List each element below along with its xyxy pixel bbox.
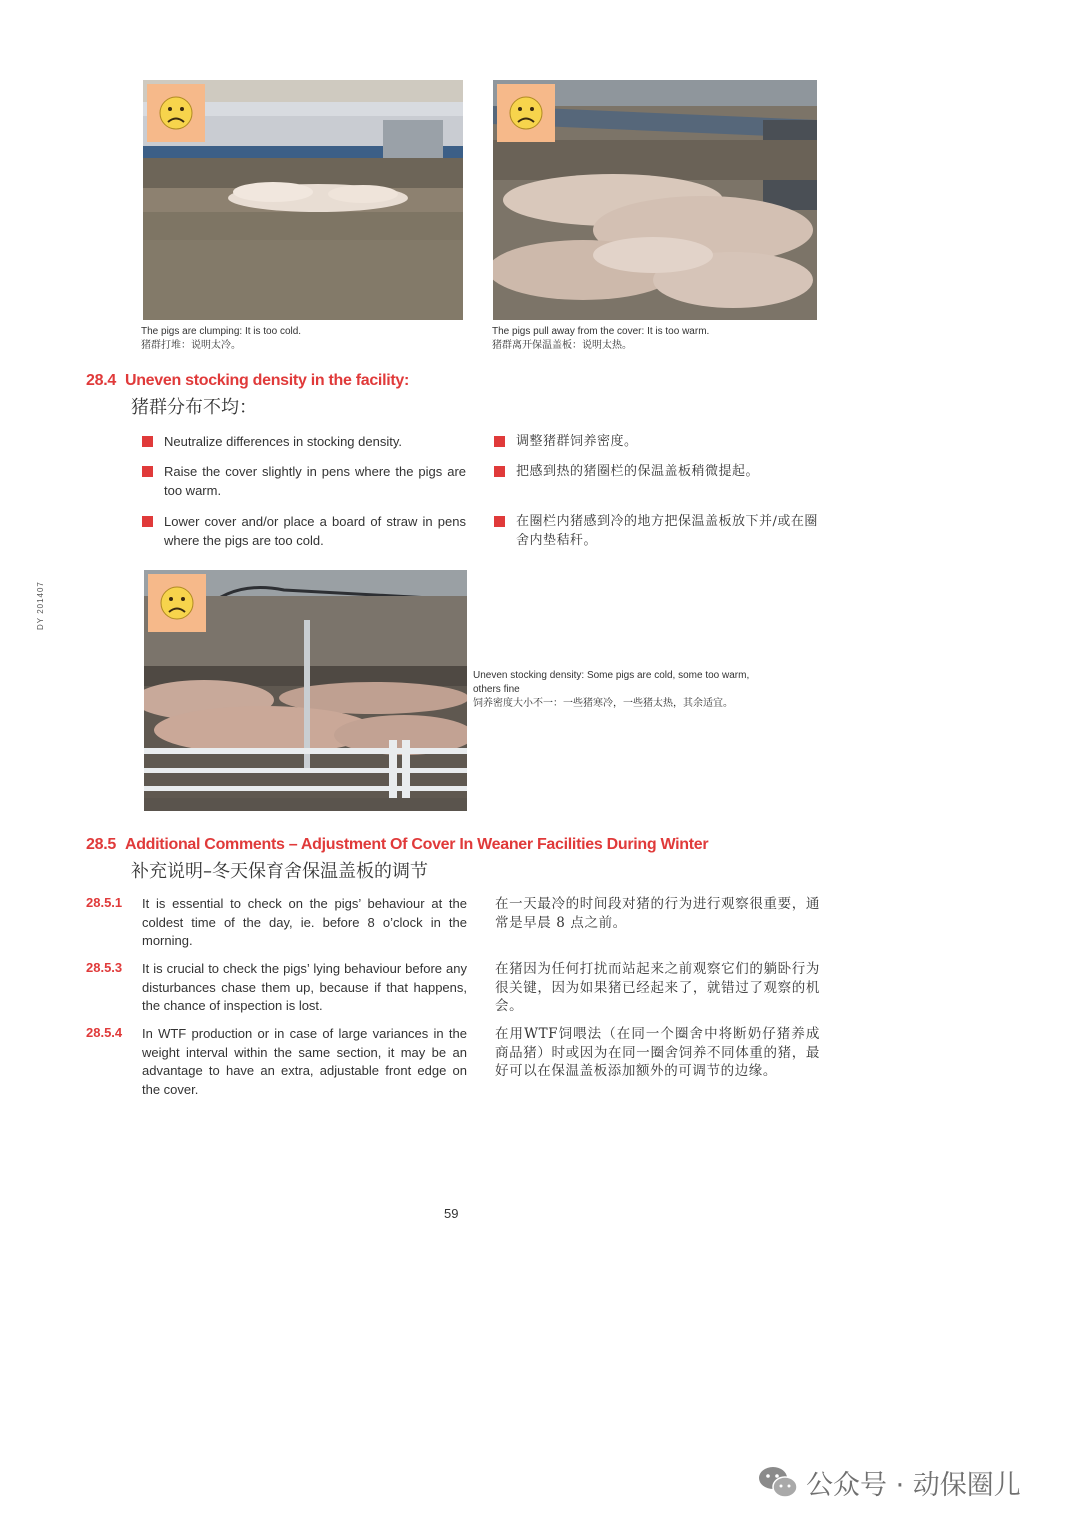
bullet-item: Neutralize differences in stocking density. xyxy=(140,432,466,451)
caption-zh: 猪群离开保温盖板：说明太热。 xyxy=(492,340,632,351)
section-subtitle: 猪群分布不均： xyxy=(131,397,257,418)
bullet-item: 把感到热的猪圈栏的保温盖板稍微提起。 xyxy=(492,462,822,481)
section-heading xyxy=(86,836,708,854)
caption-en: The pigs are clumping: It is too cold. xyxy=(141,326,302,337)
photo-uneven-density xyxy=(144,570,467,811)
watermark-text: 公众号 · 动保圈儿 xyxy=(806,1469,1021,1501)
sad-face-icon xyxy=(497,84,555,142)
photo-pigs-clumping xyxy=(143,80,463,320)
paragraph-en: In WTF production or in case of large variances in the weight interval within the same section, it may be an advantage to have an extra, adjustable front edge on the cover. xyxy=(142,1026,467,1097)
sad-face-icon xyxy=(148,574,206,632)
paragraph-number: 28.5.4 xyxy=(86,1025,123,1040)
paragraph-zh: 在一天最冷的时间段对猪的行为进行观察很重要，通常是早晨 8 点之前。 xyxy=(495,896,820,931)
page-number: 59 xyxy=(444,1206,459,1221)
bullet-item: 在圈栏内猪感到冷的地方把保温盖板放下并/或在圈舍内垫秸秆。 xyxy=(492,512,822,550)
photo-pigs-too-warm xyxy=(493,80,817,320)
section-subtitle: 补充说明–冬天保育舍保温盖板的调节 xyxy=(131,861,428,882)
paragraph-zh: 在用WTF饲喂法（在同一个圈舍中将断奶仔猪养成商品猪）时或因为在同一圈舍饲养不同体重的猪，最好可以在保温盖板添加额外的可调节的边缘。 xyxy=(495,1026,820,1079)
photo-caption xyxy=(473,669,749,711)
section-title: Additional Comments – Adjustment Of Cover In Weaner Facilities During Winter xyxy=(124,836,709,853)
caption-zh: 饲养密度大小不一：一些猪寒冷，一些猪太热，其余适宜。 xyxy=(473,698,733,709)
paragraph-en: It is essential to check on the pigs’ behaviour at the coldest time of the day, ie. before 8 o’clock in the morning. xyxy=(142,896,467,948)
section-number: 28.4 xyxy=(86,372,116,389)
document-code: DY 201407 xyxy=(36,581,45,630)
wechat-icon xyxy=(758,1465,798,1499)
bullet-list-en xyxy=(140,432,466,559)
paragraph-en: It is crucial to check the pigs’ lying behaviour before any disturbances chase them up, because if that happens, the chance of inspection is lost. xyxy=(142,961,467,1013)
paragraph-zh: 在猪因为任何打扰而站起来之前观察它们的躺卧行为很关键，因为如果猪已经起来了，就错过了观察的机会。 xyxy=(495,961,820,1014)
photo-caption xyxy=(492,325,709,353)
bullet-list-zh xyxy=(492,432,822,559)
bullet-item: 调整猪群饲养密度。 xyxy=(492,432,822,451)
paragraph-number: 28.5.1 xyxy=(86,895,123,910)
caption-en: others fine xyxy=(473,684,520,695)
caption-en: Uneven stocking density: Some pigs are cold, some too warm, xyxy=(473,670,750,681)
caption-zh: 猪群打堆：说明太冷。 xyxy=(141,340,241,351)
watermark xyxy=(758,1462,1021,1502)
section-heading xyxy=(86,372,409,390)
section-number: 28.5 xyxy=(86,836,116,853)
paragraph-number: 28.5.3 xyxy=(86,960,123,975)
bullet-item: Raise the cover slightly in pens where the pigs are too warm. xyxy=(140,462,466,500)
caption-en: The pigs pull away from the cover: It is too warm. xyxy=(492,326,710,337)
bullet-item: Lower cover and/or place a board of straw in pens where the pigs are too cold. xyxy=(140,512,466,550)
sad-face-icon xyxy=(147,84,205,142)
photo-caption xyxy=(141,325,301,353)
section-title: Uneven stocking density in the facility: xyxy=(124,372,410,389)
